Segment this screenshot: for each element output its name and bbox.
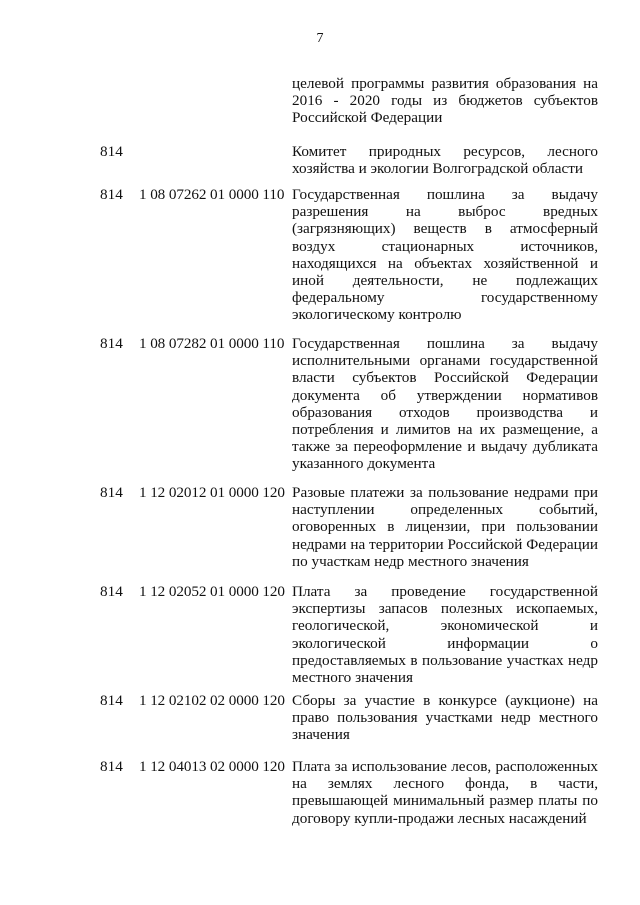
admin-code: 814 [100,335,123,352]
admin-code: 814 [100,484,123,501]
row-description: Разовые платежи за пользование недрами при наступлении определенных событий, оговоренных в лицензии, при пользовании недрами на территории Российской Федерации по участкам недр местного значения [292,484,598,570]
revenue-code: 1 08 07262 01 0000 110 [139,186,285,203]
admin-code: 814 [100,186,123,203]
admin-code: 814 [100,583,123,600]
revenue-code: 1 12 04013 02 0000 120 [139,758,285,775]
row-description: Государственная пошлина за выдачу разрешения на выброс вредных (загрязняющих) веществ в атмосферный воздух стационарных источников, находящихся на объектах хозяйственной и иной деятельности, не подлежащих федеральному государственному экологическому контролю [292,186,598,324]
continuation-text: целевой программы развития образования на 2016 - 2020 годы из бюджетов субъектов Российской Федерации [292,75,598,127]
row-description: Государственная пошлина за выдачу исполнительными органами государственной власти субъектов Российской Федерации документа об утверждении нормативов образования отходов производства и потребления и лимитов на их размещение, а также за переоформление и выдачу дубликата указанного документа [292,335,598,473]
revenue-code: 1 12 02102 02 0000 120 [139,692,285,709]
row-description: Сборы за участие в конкурсе (аукционе) на право пользования участками недр местного значения [292,692,598,744]
page-number: 7 [316,31,324,46]
admin-code: 814 [100,143,123,160]
admin-code: 814 [100,692,123,709]
revenue-code: 1 12 02012 01 0000 120 [139,484,285,501]
revenue-code: 1 08 07282 01 0000 110 [139,335,285,352]
row-description: Комитет природных ресурсов, лесного хозяйства и экологии Волгоградской области [292,143,598,178]
admin-code: 814 [100,758,123,775]
row-description: Плата за проведение государственной экспертизы запасов полезных ископаемых, геологической, экономической и экологической информации о предоставляемых в пользование участках недр местного значения [292,583,598,687]
row-description: Плата за использование лесов, расположенных на землях лесного фонда, в части, превышающей минимальный размер платы по договору купли-продажи лесных насаждений [292,758,598,827]
revenue-code: 1 12 02052 01 0000 120 [139,583,285,600]
